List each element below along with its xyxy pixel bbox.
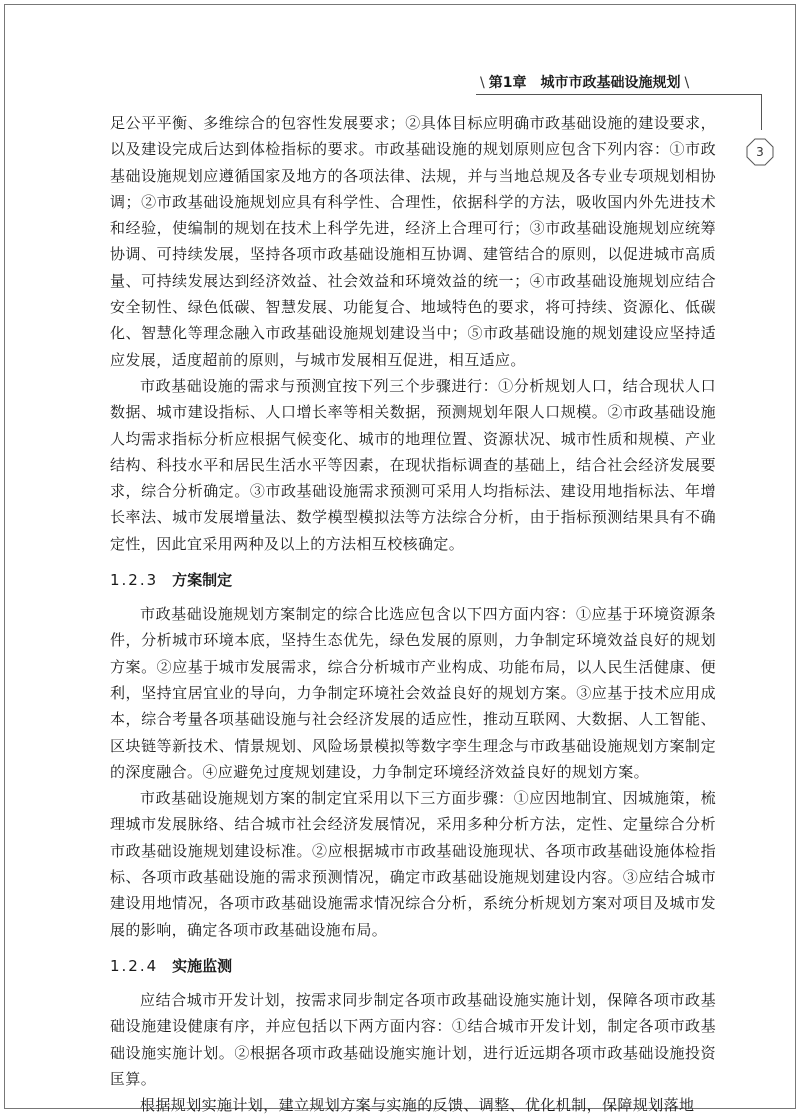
paragraph-plan-comparison: 市政基础设施规划方案制定的综合比选应包含以下四方面内容：①应基于环境资源条件，分析城市环境本底，坚持生态优先，绿色发展的原则，力争制定环境效益良好的规划方案。②应基于城市发展需求，综合分析城市产业构成、功能布局，以人民生活健康、便利，坚持宜居宜业的导向，力争制定环境社会效益良好的规划方案。③应基于技术应用成本，综合考量各项基础设施与社会经济发展的适应性，推动互联网、大数据、人工智能、区块链等新技术、情景规划、风险场景模拟等数字孪生理念与市政基础设施规划方案制定的深度融合。④应避免过度规划建设，力争制定环境经济效益良好的规划方案。 [110,605,716,781]
header-chapter: 第1章 [488,75,527,91]
paragraph-continued: 足公平平衡、多维综合的包容性发展要求；②具体目标应明确市政基础设施的建设要求，以及建设完成后达到体检指标的要求。市政基础设施的规划原则应包含下列内容：①市政基础设施规划应遵循国家及地方的各项法律、法规，并与当地总规及各专业专项规划相协调；②市政基础设施规划应具有科学性、合理性，依据科学的方法，吸收国内外先进技术和经验，使编制的规划在技术上科学先进，经济上合理可行；③市政基础设施规划应统筹协调、可持续发展，坚持各项市政基础设施相互协调、建管结合的原则，以促进城市高质量、可持续发展达到经济效益、社会效益和环境效益的统一；④市政基础设施规划应结合安全韧性、绿色低碳、智慧发展、功能复合、地域特色的要求，将可持续、资源化、低碳化、智慧化等理念融入市政基础设施规划建设当中；⑤市政基础设施的规划建设应坚持适应发展，适度超前的原则，与城市发展相互促进，相互适应。 [110,114,716,369]
paragraph-demand-forecast: 市政基础设施的需求与预测宜按下列三个步骤进行：①分析规划人口，结合现状人口数据、城市建设指标、人口增长率等相关数据，预测规划年限人口规模。②市政基础设施人均需求指标分析应根据气候变化、城市的地理位置、资源状况、城市性质和规模、产业结构、科技水平和居民生活水平等因素，在现状指标调查的基础上，结合社会经济发展要求，综合分析确定。③市政基础设施需求预测可采用人均指标法、建设用地指标法、年增长率法、城市发展增量法、数学模型模拟法等方法综合分析，由于指标预测结果具有不确定性，因此宜采用两种及以上的方法相互校核确定。 [110,376,716,553]
header-slash-right: \ [684,75,690,91]
section-title: 方案制定 [172,571,233,590]
header-rule [476,94,761,95]
header-slash-left: \ [480,75,485,91]
page-number: 3 [756,145,764,159]
page-number-badge [746,138,774,166]
paragraph-implementation-plan: 应结合城市开发计划，按需求同步制定各项市政基础设施实施计划，保障各项市政基础设施建设健康有序，并应包括以下两方面内容：①结合城市开发计划，制定各项市政基础设施实施计划。②根据各项市政基础设施实施计划，进行近远期各项市政基础设施投资匡算。 [110,990,716,1088]
running-header [476,72,714,92]
section-heading-1-2-4 [110,953,716,979]
section-title: 实施监测 [172,956,233,975]
paragraph-plan-steps: 市政基础设施规划方案的制定宜采用以下三方面步骤：①应因地制宜、因城施策，梳理城市发展脉络、结合城市社会经济发展情况，采用多种分析方法，定性、定量综合分析市政基础设施规划建设标准。②应根据城市市政基础设施现状、各项市政基础设施体检指标、各项市政基础设施的需求预测情况，确定市政基础设施规划建设内容。③应结合城市建设用地情况，各项市政基础设施需求情况综合分析，系统分析规划方案对项目及城市发展的影响，确定各项市政基础设施布局。 [110,789,716,939]
section-number: 1.2.3 [110,571,159,590]
page-body [110,110,716,1118]
paragraph-feedback-mechanism: 根据规划实施计划，建立规划方案与实施的反馈、调整、优化机制，保障规划落地 [140,1096,695,1115]
section-heading-1-2-3 [110,567,716,593]
header-title: 城市市政基础设施规划 [540,75,681,91]
section-number: 1.2.4 [110,956,159,975]
header-rule-vertical [761,94,762,130]
